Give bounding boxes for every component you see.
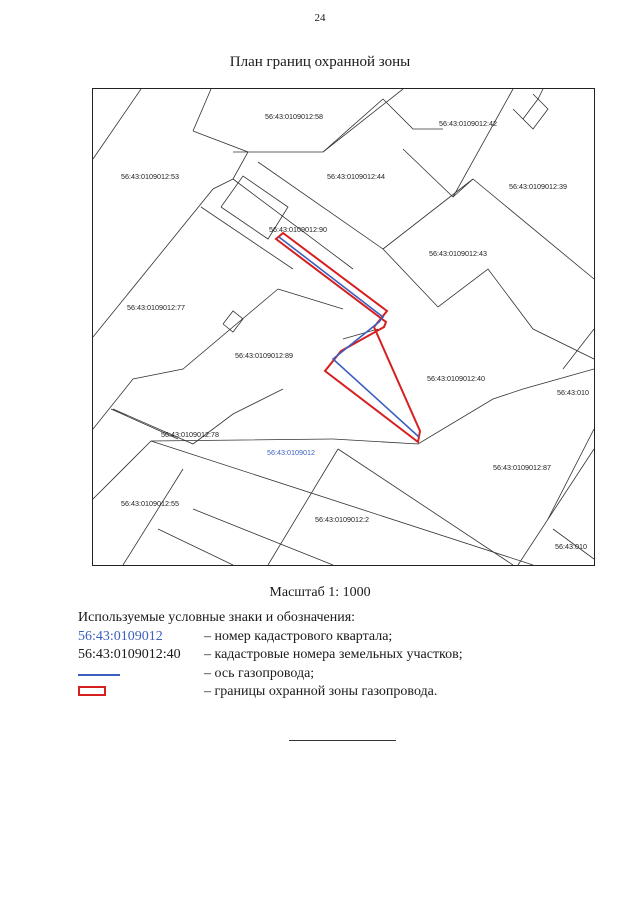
parcel-label: 56:43:0109012:89 (235, 351, 293, 360)
protection-zone-symbol (78, 686, 106, 696)
legend-parcel-symbol: 56:43:0109012:40 (78, 647, 181, 662)
boundary-line (453, 179, 473, 197)
legend-heading: Используемые условные знаки и обозначения: (78, 610, 356, 625)
parcel-label: 56:43:0109012:42 (439, 119, 497, 128)
legend-row-protection-zone (78, 683, 598, 702)
boundary-line (338, 449, 513, 565)
legend-quarter-symbol: 56:43:0109012 (78, 628, 163, 644)
map-title: План границ охранной зоны (229, 54, 411, 70)
boundary-line (233, 99, 443, 152)
legend-quarter-description: – номер кадастрового квартала; (204, 628, 393, 644)
boundary-line (193, 509, 333, 565)
legend-protection-zone-description: – границы охранной зоны газопровода. (204, 684, 438, 699)
footer-divider (289, 740, 396, 741)
parcel-label: 56:43:0109012:2 (315, 515, 369, 524)
legend-row-parcel (78, 646, 598, 665)
page-number: 24 (314, 12, 326, 24)
parcel-label: 56:43:0109012:44 (327, 172, 385, 181)
parcel-label: 56:43:010 (557, 388, 589, 397)
boundary-line (268, 449, 338, 565)
boundary-line (523, 89, 543, 119)
boundary-line (123, 469, 183, 565)
boundary-line (383, 249, 594, 359)
parcel-labels (121, 112, 589, 551)
boundary-line (278, 289, 343, 309)
parcel-label: 56:43:0109012:58 (265, 112, 323, 121)
legend-row-gas-axis (78, 665, 598, 684)
parcel-label: 56:43:0109012:43 (429, 249, 487, 258)
parcel-label: 56:43:0109012:53 (121, 172, 179, 181)
parcel-label: 56:43:0109012:77 (127, 303, 185, 312)
boundary-line (151, 441, 533, 565)
legend-parcel-description: – кадастровые номера земельных участков; (204, 647, 463, 662)
parcel-label: 56:43:0109012:87 (493, 463, 551, 472)
boundary-line (193, 131, 248, 179)
boundary-line (548, 429, 594, 519)
boundary-line (323, 89, 403, 152)
boundary-line (563, 329, 594, 369)
boundary-line (93, 89, 141, 159)
scale-label: Масштаб 1: 1000 (269, 585, 371, 600)
parcel-label: 56:43:0109012:90 (269, 225, 327, 234)
legend-row-quarter (78, 628, 598, 647)
gas-axis-symbol (78, 674, 120, 676)
parcel-label: 56:43:0109012:78 (161, 430, 219, 439)
parcel-boundaries (93, 89, 594, 565)
parcel-label: 56:43:0109012:39 (509, 182, 567, 191)
quarter-label: 56:43:0109012 (267, 448, 315, 457)
boundary-line (473, 179, 594, 279)
boundary-line (93, 179, 353, 337)
boundary-line (158, 529, 233, 565)
cadastral-map (92, 88, 595, 566)
legend-gas-axis-description: – ось газопровода; (204, 665, 315, 681)
legend (78, 609, 598, 702)
parcel-label: 56:43:010 (555, 542, 587, 551)
boundary-line (513, 94, 548, 129)
parcel-label: 56:43:0109012:40 (427, 374, 485, 383)
boundary-line (193, 89, 211, 131)
cadastral-map-canvas (93, 89, 594, 565)
boundary-line (383, 179, 473, 249)
parcel-label: 56:43:0109012:55 (121, 499, 179, 508)
boundary-line (403, 89, 513, 197)
